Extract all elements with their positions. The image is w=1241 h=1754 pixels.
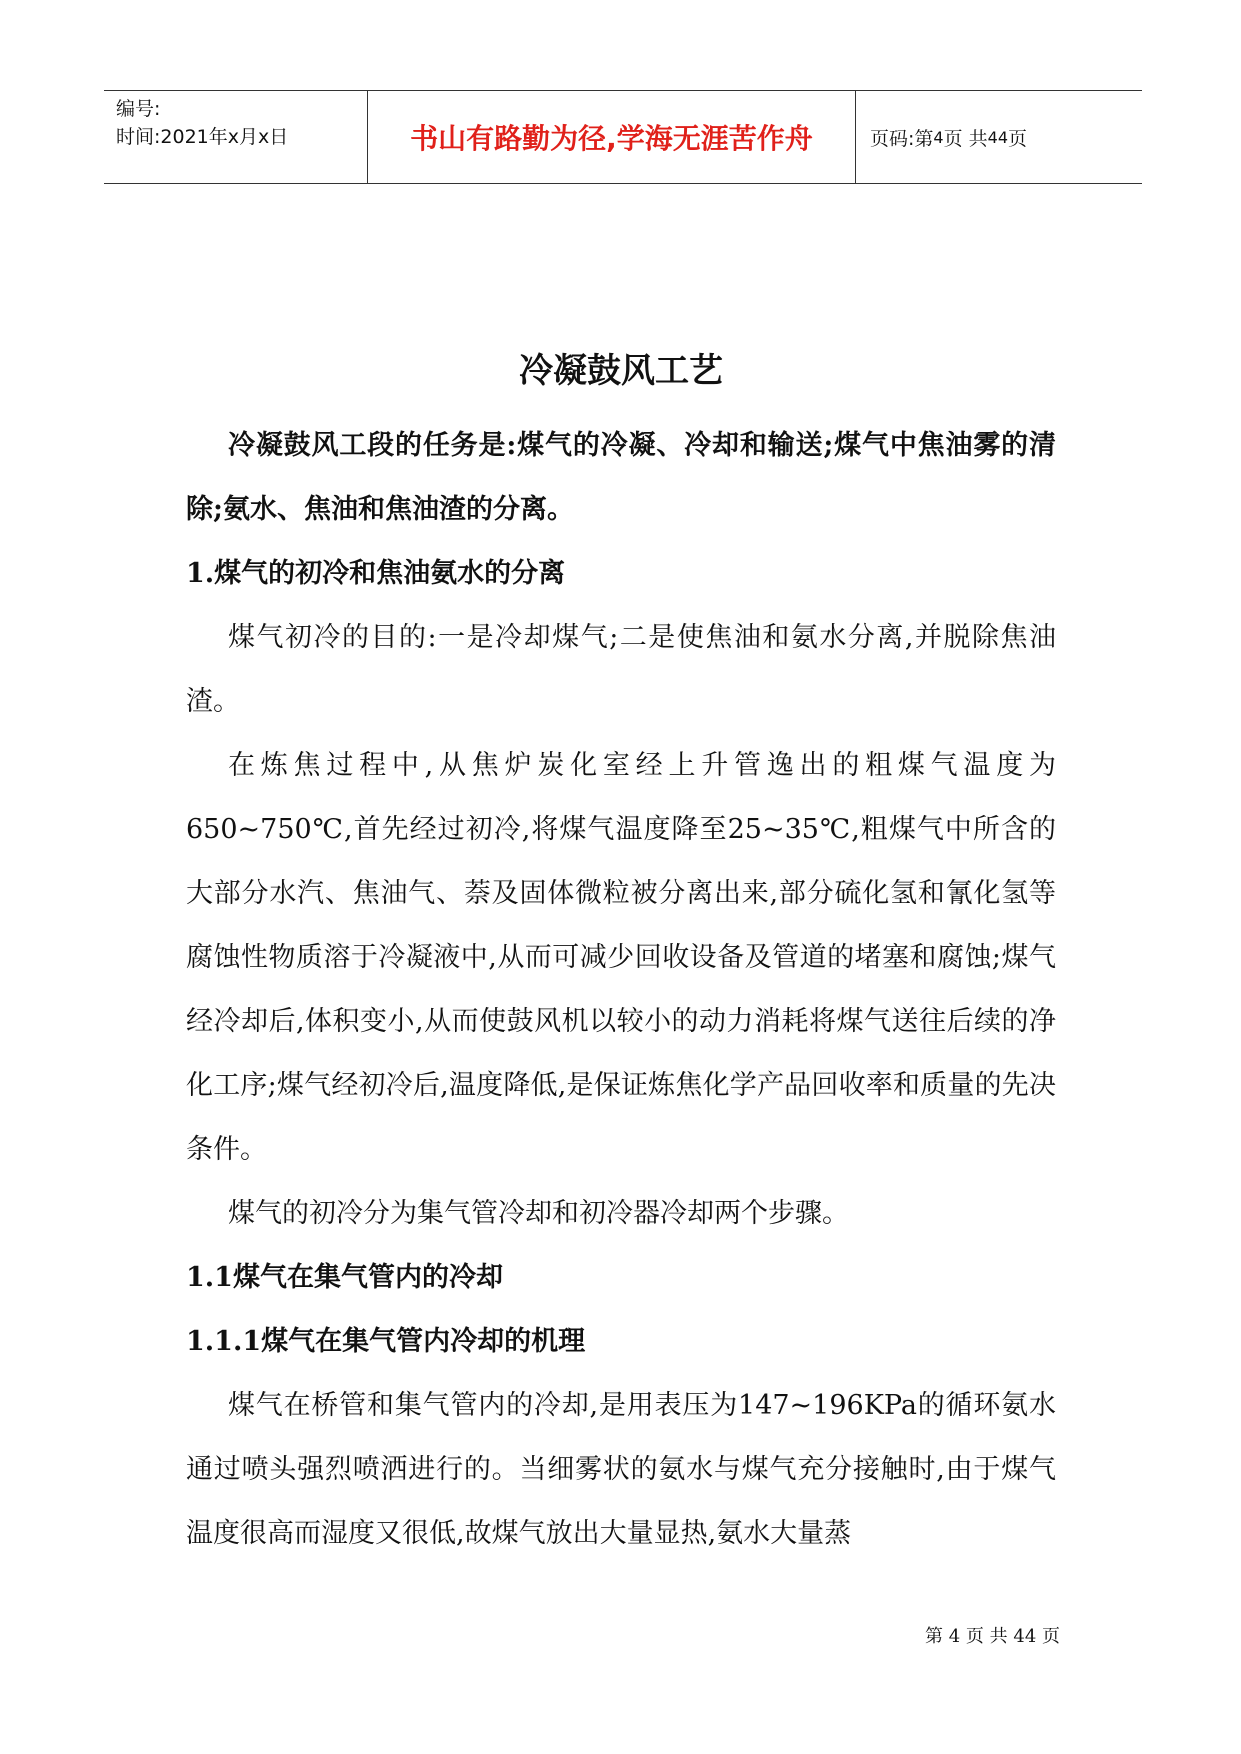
page-prefix: 页码:第	[870, 127, 934, 150]
header-info	[104, 91, 368, 183]
header-page-info	[856, 91, 1142, 183]
document-title: 冷凝鼓风工艺	[519, 351, 723, 391]
page-header	[104, 90, 1142, 184]
section-1-1-heading: 1.1煤气在集气管内的冷却	[186, 1262, 503, 1293]
page-total: 44	[987, 127, 1008, 147]
paragraph-1: 煤气初冷的目的:一是冷却煤气;二是使焦油和氨水分离,并脱除焦油渣。	[186, 622, 1056, 717]
paragraph-4: 煤气在桥管和集气管内的冷却,是用表压为147~196KPa的循环氨水通过喷头强烈喷洒进行的。当细雾状的氨水与煤气充分接触时,由于煤气温度很高而湿度又很低,故煤气放出大量显热,氨水大量蒸	[186, 1390, 1056, 1549]
paragraph-3: 煤气的初冷分为集气管冷却和初冷器冷却两个步骤。	[228, 1198, 849, 1229]
intro-paragraph: 冷凝鼓风工段的任务是:煤气的冷凝、冷却和输送;煤气中焦油雾的清除;氨水、焦油和焦油渣的分离。	[186, 430, 1056, 525]
header-motto: 书山有路勤为径,学海无涯苦作舟	[368, 91, 856, 183]
page-footer: 第 4 页 共 44 页	[925, 1626, 1060, 1647]
page-mid: 页 共	[943, 127, 988, 150]
page-suffix: 页	[1008, 127, 1028, 150]
paragraph-2: 在炼焦过程中,从焦炉炭化室经上升管逸出的粗煤气温度为650~750℃,首先经过初冷,将煤气温度降至25~35℃,粗煤气中所含的大部分水汽、焦油气、萘及固体微粒被分离出来,部分硫化氢和氰化氢等腐蚀性物质溶于冷凝液中,从而可减少回收设备及管道的堵塞和腐蚀;煤气经冷却后,体积变小,从而使鼓风机以较小的动力消耗将煤气送往后续的净化工序;煤气经初冷后,温度降低,是保证炼焦化学产品回收率和质量的先决条件。	[186, 750, 1056, 1165]
time-label: 时间:2021年x月x日	[116, 126, 289, 148]
section-1-heading: 1.煤气的初冷和焦油氨水的分离	[186, 558, 566, 589]
number-label: 编号:	[116, 98, 161, 120]
section-1-1-1-heading: 1.1.1煤气在集气管内冷却的机理	[186, 1326, 586, 1357]
page-number: 4	[933, 127, 944, 147]
document-body	[186, 348, 1056, 1566]
